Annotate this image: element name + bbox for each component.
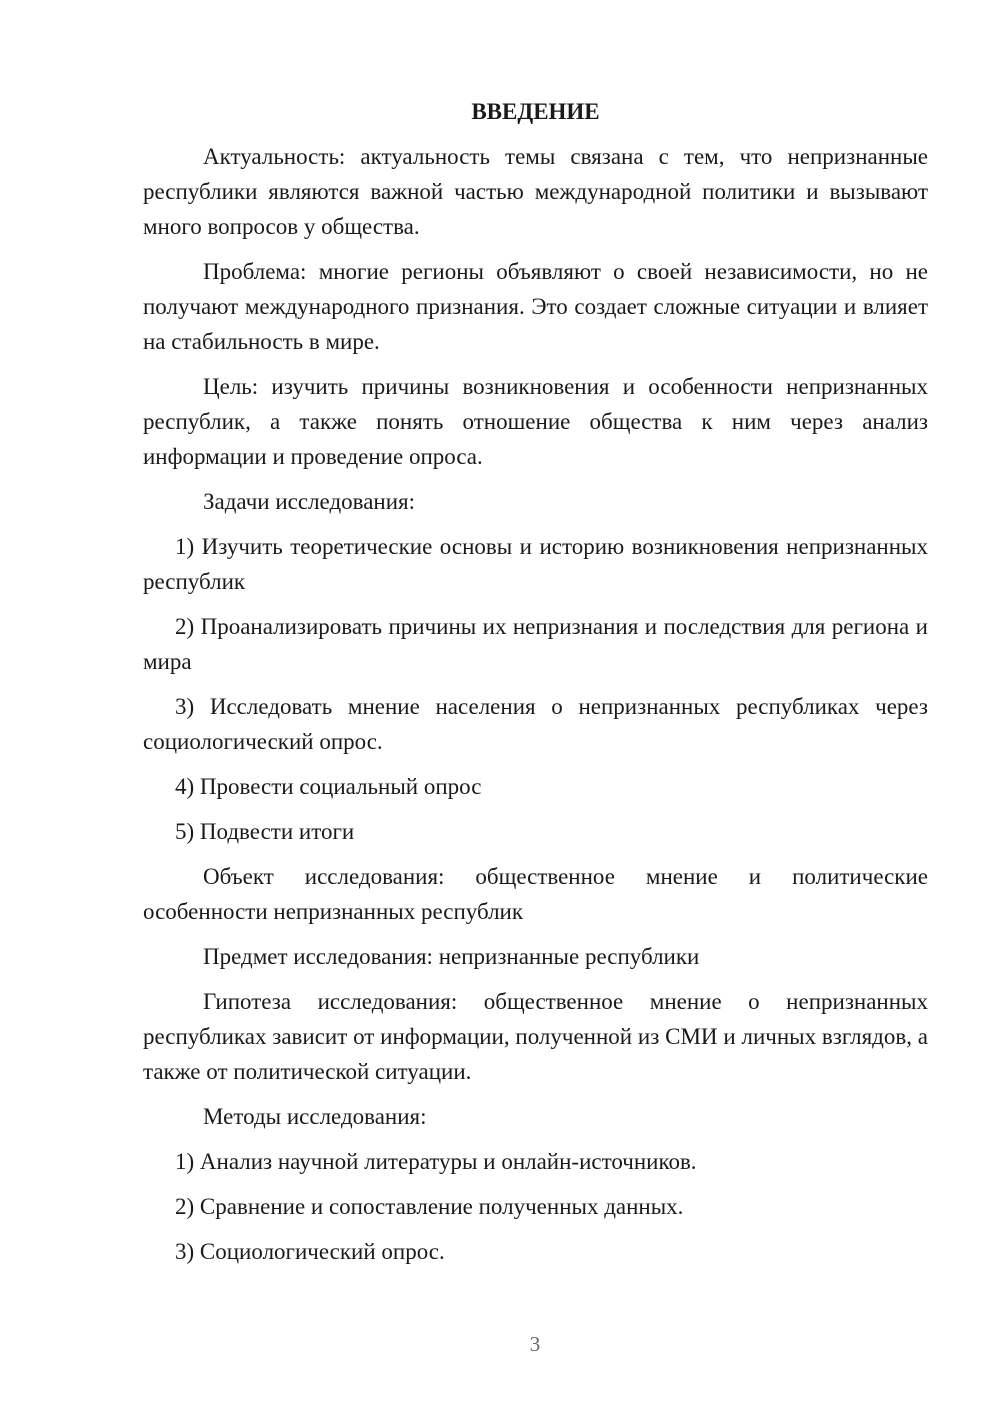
goal-paragraph: Цель: изучить причины возникновения и особенности непризнанных республик, а также понять отношение общества к ним через анализ информации и проведение опроса.: [143, 374, 928, 469]
task-item: 1) Изучить теоретические основы и историю возникновения непризнанных республик: [143, 534, 928, 594]
document-page: [143, 94, 928, 1279]
task-item: 4) Провести социальный опрос: [175, 774, 482, 799]
methods-list: [143, 1144, 928, 1269]
method-item: 2) Сравнение и сопоставление полученных данных.: [175, 1194, 684, 1219]
page-number: 3: [529, 1332, 541, 1356]
subject-paragraph: Предмет исследования: непризнанные республики: [203, 944, 700, 969]
tasks-heading: Задачи исследования:: [203, 489, 416, 514]
tasks-list: [143, 529, 928, 849]
relevance-paragraph: Актуальность: актуальность темы связана с тем, что непризнанные республики являются важной частью международной политики и вызывают много вопросов у общества.: [143, 144, 928, 239]
method-item: 1) Анализ научной литературы и онлайн-источников.: [175, 1149, 697, 1174]
method-item: 3) Социологический опрос.: [175, 1239, 445, 1264]
task-item: 3) Исследовать мнение населения о непризнанных республиках через социологический опрос.: [143, 694, 928, 754]
task-item: 2) Проанализировать причины их непризнания и последствия для региона и мира: [143, 614, 928, 674]
hypothesis-paragraph: Гипотеза исследования: общественное мнение о непризнанных республиках зависит от информации, полученной из СМИ и личных взглядов, а также от политической ситуации.: [143, 989, 928, 1084]
problem-paragraph: Проблема: многие регионы объявляют о своей независимости, но не получают международного признания. Это создает сложные ситуации и влияет на стабильность в мире.: [143, 259, 928, 354]
object-paragraph: Объект исследования: общественное мнение и политические особенности непризнанных республик: [143, 864, 928, 924]
methods-heading: Методы исследования:: [203, 1104, 427, 1129]
section-title: ВВЕДЕНИЕ: [471, 99, 600, 124]
task-item: 5) Подвести итоги: [175, 819, 355, 844]
